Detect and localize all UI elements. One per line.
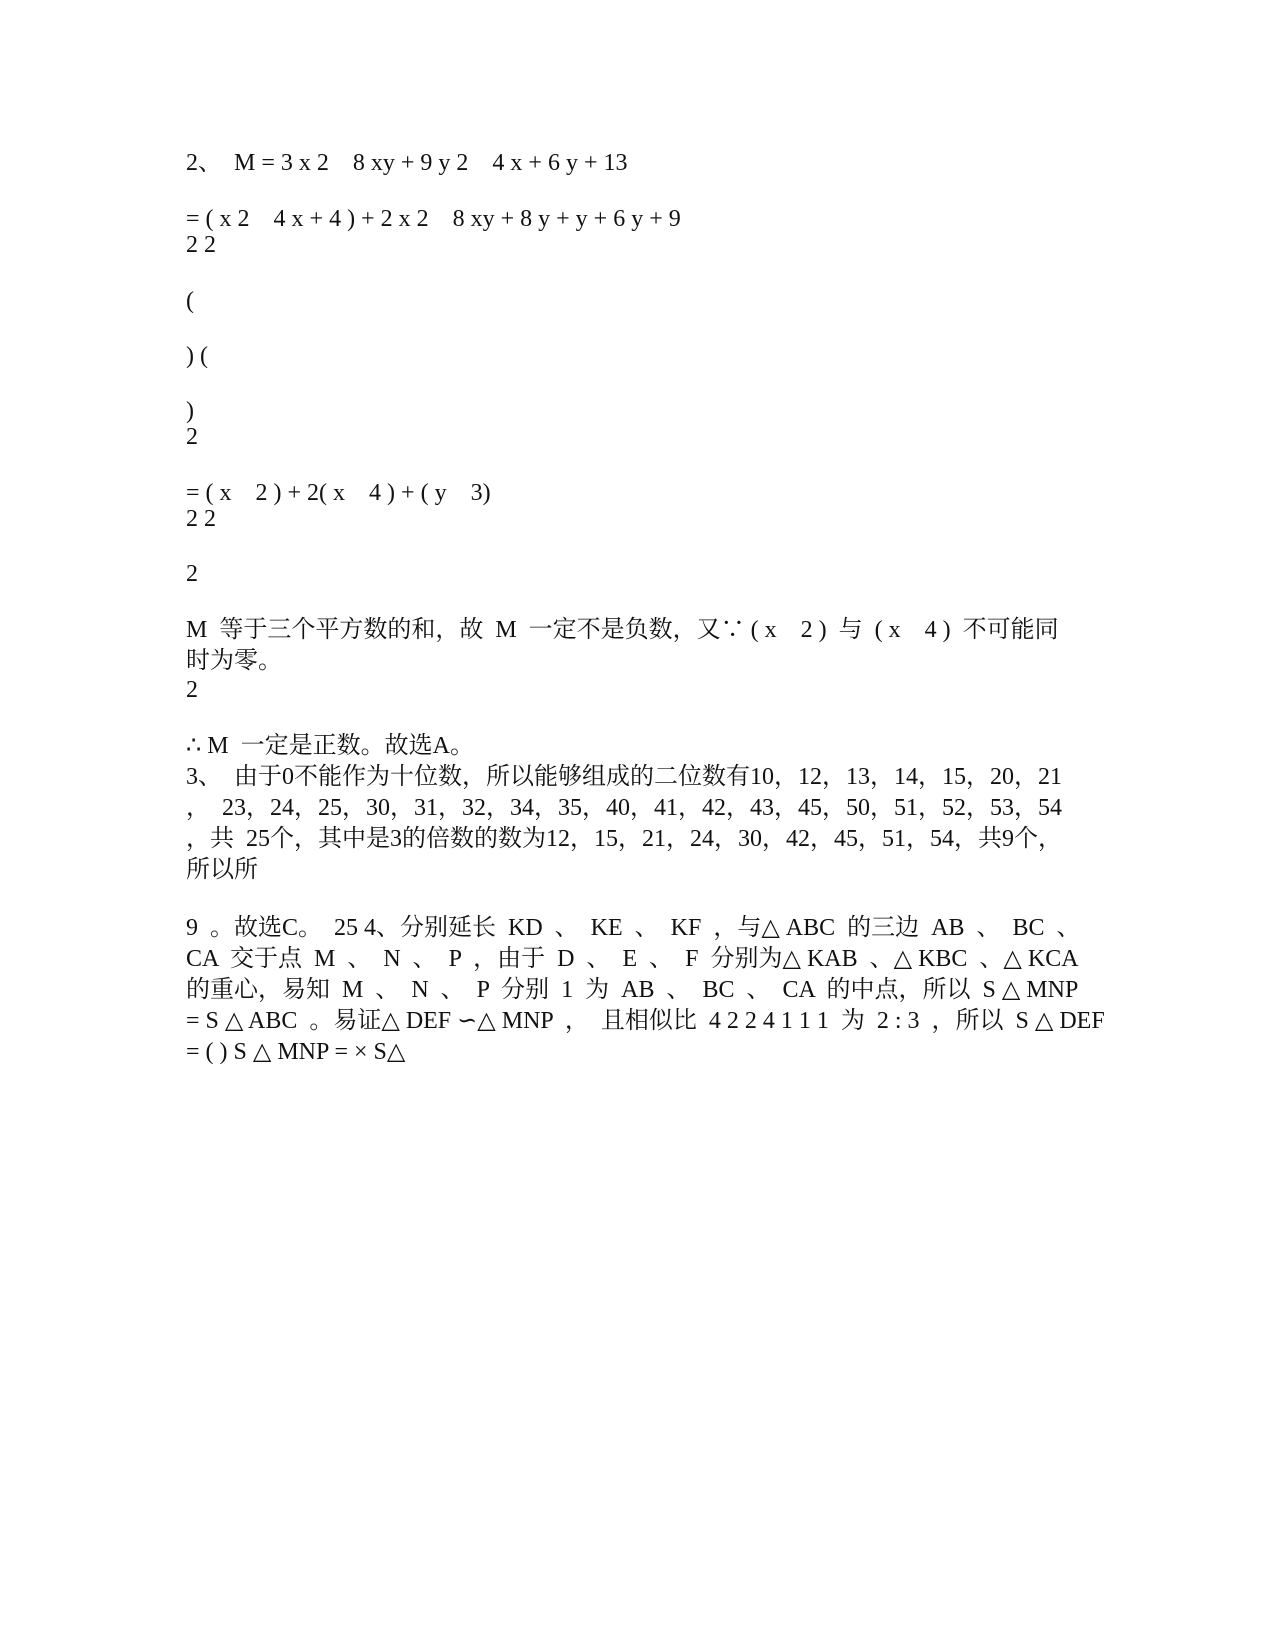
text-line: CA 交于点 M 、 N 、 P ，由于 D 、 E 、 F 分别为△ KAB 、△ KBC 、△ KCA xyxy=(186,946,1079,972)
text-line: 所以所 xyxy=(186,857,258,883)
text-line: 2 2 xyxy=(186,506,216,532)
text-line: 的重心，易知 M 、 N 、 P 分别 1 为 AB 、 BC 、 CA 的中点，所以 S △ MNP xyxy=(186,977,1079,1003)
text-line: = ( ) S △ MNP = × S△ xyxy=(186,1039,406,1065)
text-line: = ( x 2 4 x + 4 ) + 2 x 2 8 xy + 8 y + y + 6 y + 9 xyxy=(186,206,681,232)
text-line: ) xyxy=(186,398,194,424)
text-line: ( xyxy=(186,288,194,314)
text-line: = S △ ABC 。易证△ DEF ∽△ MNP ， 且相似比 4 2 2 4 1 1 1 为 2 : 3 ，所以 S △ DEF xyxy=(186,1008,1105,1034)
text-line: M 等于三个平方数的和，故 M 一定不是负数，又∵ ( x 2 ) 与 ( x 4 ) 不可能同 xyxy=(186,617,1059,643)
text-line: ，共 25个，其中是3的倍数的数为12，15，21，24，30，42，45，51，54，共9个， xyxy=(186,826,1062,852)
text-line: 2 xyxy=(186,424,198,450)
text-line: 3、 由于0不能作为十位数，所以能够组成的二位数有10，12，13，14，15，20，21 xyxy=(186,764,1062,790)
text-line: 时为零。 xyxy=(186,648,282,674)
text-line: 2 xyxy=(186,561,198,587)
text-line: 2 2 xyxy=(186,232,216,258)
text-line: ) ( xyxy=(186,343,208,369)
text-line: ， 23，24，25，30，31，32，34，35，40，41，42，43，45，50，51，52，53，54 xyxy=(186,795,1062,821)
text-line: 2、 M = 3 x 2 8 xy + 9 y 2 4 x + 6 y + 13 xyxy=(186,150,628,176)
text-line: = ( x 2 ) + 2( x 4 ) + ( y 3) xyxy=(186,480,491,506)
text-line: ∴ M 一定是正数。故选A。 xyxy=(186,733,474,759)
text-line: 9 。故选C。 25 4、分别延长 KD 、 KE 、 KF ，与△ ABC 的三边 AB 、 BC 、 xyxy=(186,915,1081,941)
text-line: 2 xyxy=(186,677,198,703)
